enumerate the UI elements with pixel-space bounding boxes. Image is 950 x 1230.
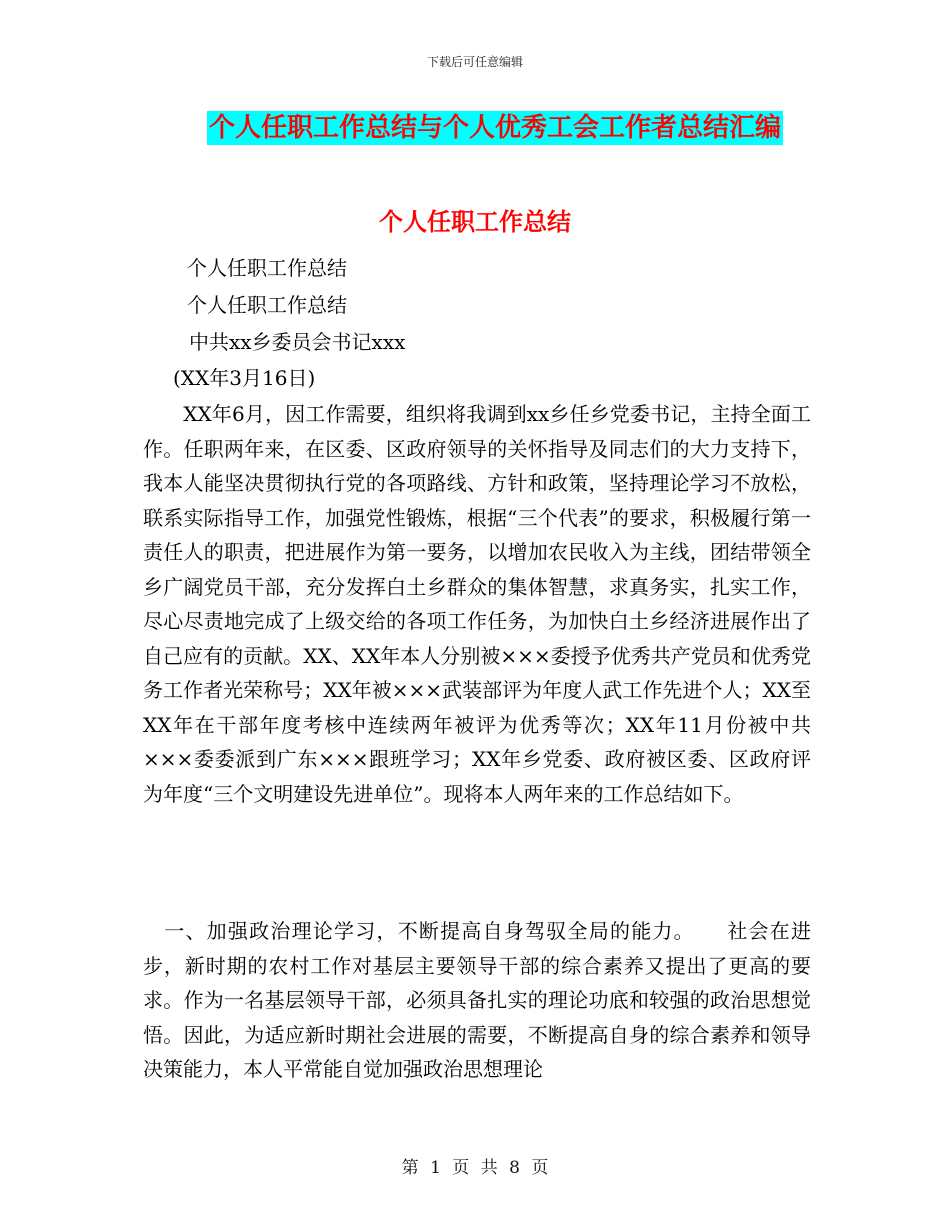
document-main-title: 个人任职工作总结与个人优秀工会工作者总结汇编 [209, 113, 782, 143]
intro-line-title: 个人任职工作总结 [187, 256, 347, 280]
intro-line-title-repeat: 个人任职工作总结 [187, 293, 347, 317]
body-paragraph-2: 一、加强政治理论学习，不断提高自身驾驭全局的能力。 社会在进步，新时期的农村工作对基层主要领导干部的综合素养又提出了更高的要求。作为一名基层领导干部，必须具备扎实的理论功底和较强的政治思想觉悟。因此，为适应新时期社会进展的需要，不断提高自身的综合素养和领导决策能力，本人平常能自觉加强政治思想理论 [143, 919, 811, 1081]
page-number-footer: 第 1 页 共 8 页 [401, 1158, 549, 1178]
body-paragraph-1: XX年6月，因工作需要，组织将我调到xx乡任乡党委书记，主持全面工作。任职两年来，在区委、区政府领导的关怀指导及同志们的大力支持下，我本人能坚决贯彻执行党的各项路线、方针和政策，坚持理论学习不放松，联系实际指导工作，加强党性锻炼，根据“三个代表”的要求，积极履行第一责任人的职责，把进展作为第一要务，以增加农民收入为主线，团结带领全乡广阔党员干部，充分发挥白土乡群众的集体智慧，求真务实，扎实工作，尽心尽责地完成了上级交给的各项工作任务，为加快白土乡经济进展作出了自己应有的贡献。XX、XX年本人分别被×××委授予优秀共产党员和优秀党务工作者光荣称号；XX年被×××武装部评为年度人武工作先进个人；XX至XX年在干部年度考核中连续两年被评为优秀等次；XX年11月份被中共×××委委派到广东×××跟班学习；XX年乡党委、政府被区委、区政府评为年度“三个文明建设先进单位”。现将本人两年来的工作总结如下。 [143, 402, 811, 806]
author-line: 中共xx乡委员会书记xxx [189, 330, 406, 354]
header-note: 下载后可任意编辑 [426, 55, 523, 69]
date-line: (XX年3月16日) [173, 366, 316, 390]
section-title: 个人任职工作总结 [379, 207, 571, 236]
